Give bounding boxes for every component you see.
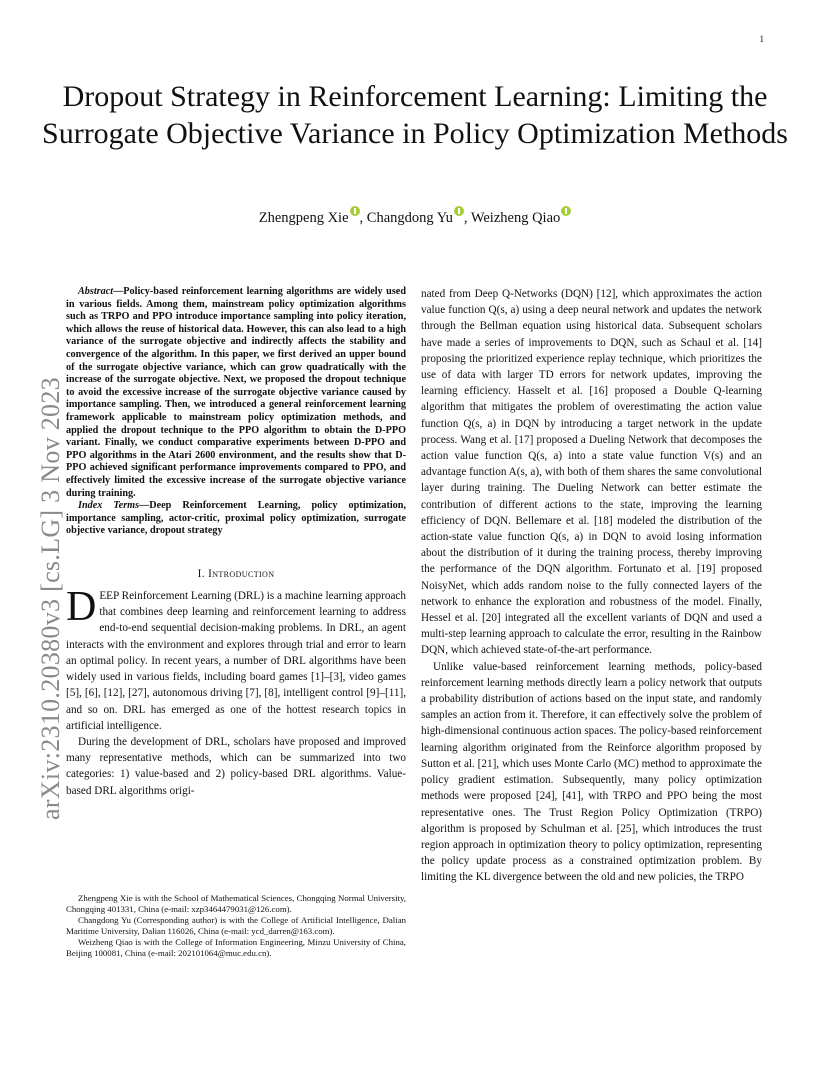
index-terms-text: —Deep Reinforcement Learning, policy optimization, importance sampling, actor-critic, proximal policy optimization, surrogate objective variance, dropout strategy bbox=[66, 500, 406, 537]
footnote: Zhengpeng Xie is with the School of Mathematical Sciences, Chongqing Normal University, Chongqing 401331, China (e-mail: xzp3464479031@126.com). bbox=[66, 893, 406, 914]
author-name: Zhengpeng Xie bbox=[258, 210, 349, 226]
index-terms bbox=[66, 500, 406, 538]
orcid-icon[interactable] bbox=[561, 206, 571, 216]
body-paragraph: nated from Deep Q-Networks (DQN) [12], which approximates the action value function Q(s, a) using a deep neural network and updates the network through the Bellman equation using historical data. Subsequent scholars have made a series of improvements to DQN, such as Schaul et al. [14] proposing the prioritized experience replay technique, which prioritizes the use of data with larger TD errors for network updates, improving the learning efficiency. Hasselt et al. [16] proposed a Double Q-learning algorithm that mitigates the problem of overestimating the action value function Q(s, a) in DQN by introducing a target network in the update process. Wang et al. [17] proposed a Dueling Network that decomposes the action value function Q(s, a) into a state value function V(s) and an advantage function A(s, a), with both of them shares the same convolutional layer during training. The Dueling Network can better estimate the contribution of different actions to the state, improving the learning efficiency of DQN. Bellemare et al. [18] modeled the distribution of the action-state value function Q(s, a) in DQN to avoid losing information about the distribution of it during the training process, thereby improving the performance of the DQN algorithm. Fortunato et al. [19] proposed NoisyNet, which adds random noise to the fully connected layers of the network to enhance the exploration and robustness of the model. Finally, Hessel et al. [20] integrated all the excellent variants of DQN and used a multi-step learning approach to calculate the error, resulting in the Rainbow DQN, which achieved state-of-the-art performance. bbox=[421, 288, 762, 657]
right-column bbox=[421, 286, 762, 886]
abstract-label: Abstract bbox=[78, 286, 114, 297]
intro-paragraph: During the development of DRL, scholars have proposed and improved many representative methods, which can be summarized into two categories: 1) value-based and 2) policy-based DRL algorithms. Value-based DRL algorithms origi- bbox=[66, 735, 406, 797]
footnote: Changdong Yu (Corresponding author) is with the College of Artificial Intelligence, Dalian Maritime University, Dalian 116026, China (e-mail: ycd_darren@163.com). bbox=[66, 915, 406, 936]
index-terms-label: Index Terms bbox=[78, 500, 140, 512]
abstract bbox=[66, 286, 406, 500]
intro-paragraph bbox=[66, 584, 406, 734]
footnotes bbox=[66, 893, 406, 959]
footnote: Weizheng Qiao is with the College of Information Engineering, Minzu University of China, Beijing 100081, China (e-mail: 202101064@muc.edu.cn). bbox=[66, 937, 406, 958]
author-name: Weizheng Qiao bbox=[470, 210, 561, 226]
author-separator: , bbox=[463, 210, 471, 226]
section-heading: I. Introduction bbox=[197, 567, 275, 580]
orcid-icon[interactable] bbox=[454, 206, 464, 216]
paper-title: Dropout Strategy in Reinforcement Learning: Limiting the Surrogate Objective Variance in Policy Optimization Methods bbox=[42, 80, 788, 150]
page-number: 1 bbox=[759, 34, 764, 44]
orcid-icon[interactable] bbox=[350, 206, 360, 216]
body-paragraph: Unlike value-based reinforcement learning methods, policy-based reinforcement learning methods directly learn a policy network that outputs a probability distribution of actions based on the input state, and randomly samples an action from it. Therefore, it can effectively solve the problem of high-dimensional continuous action spaces. The policy-based reinforcement learning algorithm originated from the Reinforce algorithm proposed by Sutton et al. [21], which uses Monte Carlo (MC) method to approximate the policy gradient estimation. Subsequently, many policy optimization methods were proposed [24], [41], with TRPO and PPO being the most representative ones. The Trust Region Policy Optimization (TRPO) algorithm is proposed by Schulman et al. [25], which introduces the trust region approach in optimization theory to policy optimization, representing the policy update process as a constrained optimization problem. By limiting the KL divergence between the old and new policies, the TRPO bbox=[421, 660, 762, 884]
author-name: Changdong Yu bbox=[366, 210, 453, 226]
author-separator: , bbox=[359, 210, 367, 226]
left-column bbox=[66, 286, 406, 799]
arxiv-identifier: arXiv:2310.20380v3 [cs.LG] 3 Nov 2023 bbox=[36, 377, 65, 820]
author-list bbox=[120, 206, 710, 227]
intro-text: EEP Reinforcement Learning (DRL) is a machine learning approach that combines deep learning and reinforcement learning to address end-to-end sequential decision-making problems. In DRL, an agent interacts with the environment and explores through trial and error to learn an optimal policy. In recent years, a number of DRL algorithms have been widely used in various fields, including board games [1]–[3], video games [5], [6], [12], [27], autonomous driving [7], [8], intelligent control [9]–[11], and so on. DRL has emerged as one of the hottest research topics in artificial intelligence. bbox=[66, 590, 406, 732]
abstract-text: —Policy-based reinforcement learning algorithms are widely used in various fields. Among them, mainstream policy optimization algorithms such as TRPO and PPO introduce importance sampling into policy iteration, which allows the reuse of historical data. However, this can also lead to a high variance of the surrogate objective and indirectly affects the stability and convergence of the algorithm. In this paper, we first derived an upper bound of the surrogate objective variance, which can grow quadratically with the increase of the surrogate objective. Next, we proposed the dropout technique to avoid the excessive increase of the surrogate objective variance caused by importance sampling. Then, we introduced a general reinforcement learning framework applicable to mainstream policy optimization methods, and applied the dropout technique to the PPO algorithm to obtain the D-PPO variant. Finally, we conduct comparative experiments between D-PPO and PPO algorithms in the Atari 2600 environment, and the results show that D-PPO achieved significant performance improvements compared to PPO, and effectively limited the excessive increase of the surrogate objective variance during training. bbox=[66, 286, 406, 499]
dropcap: D bbox=[66, 584, 97, 631]
